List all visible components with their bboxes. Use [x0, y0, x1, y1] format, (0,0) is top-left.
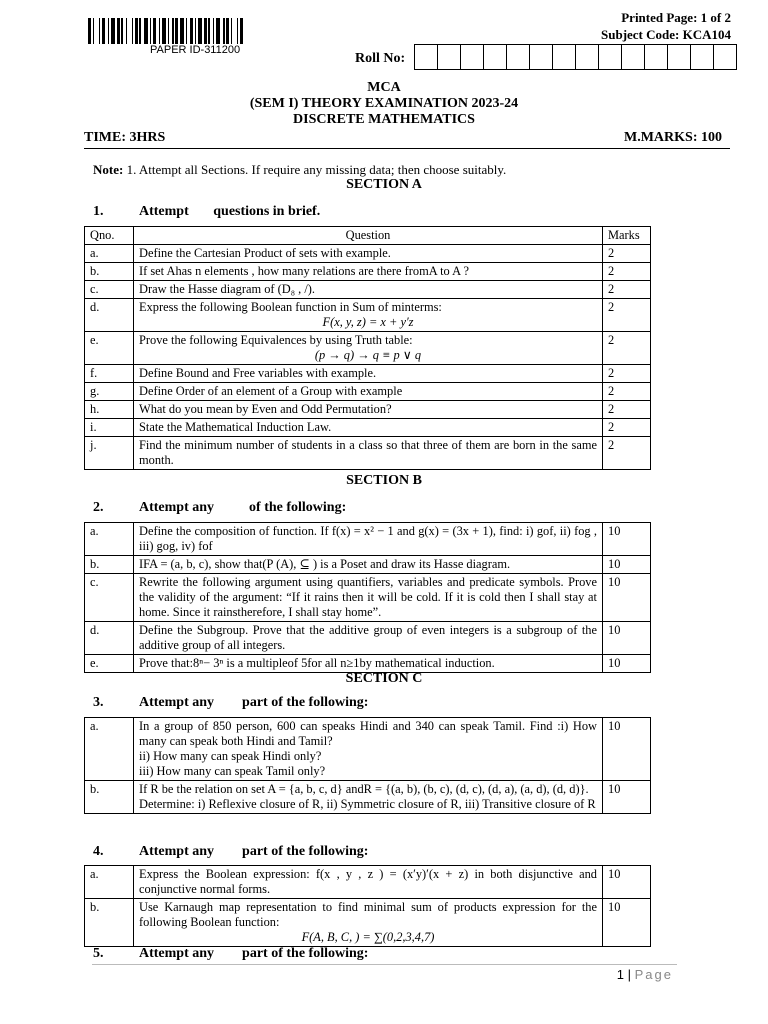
q3-instruction: Attempt any part of the following: — [139, 695, 369, 710]
table-row — [85, 781, 651, 814]
col-marks: Marks — [603, 227, 651, 245]
question-line: Determine: i) Reflexive closure of R, ii) Symmetric closure of R, iii) Transitive closure of R — [139, 797, 596, 811]
table-row — [85, 401, 651, 419]
barcode — [88, 18, 320, 44]
question-line: iii) How many can speak Tamil only? — [139, 764, 326, 778]
table-row — [85, 245, 651, 263]
question-line: Define the Cartesian Product of sets with example. — [139, 246, 391, 260]
question-marks: 2 — [603, 332, 651, 365]
table-row — [85, 263, 651, 281]
question-marks: 2 — [603, 419, 651, 437]
question-number: d. — [85, 299, 134, 332]
question-number: b. — [85, 899, 134, 947]
question-text — [134, 299, 603, 332]
table-row — [85, 365, 651, 383]
question-line: Define Order of an element of a Group with example — [139, 384, 403, 398]
question-formula: F(A, B, C, ) = ∑(0,2,3,4,7) — [301, 930, 435, 944]
question-line: Rewrite the following argument using quantifiers, variables and predicate symbols. Prove the validity of the argument: “If it rains then it will be cold. If it is cold then I shall stay at home. Since it rainstherefore, I shall stay home”. — [139, 575, 597, 619]
table-row — [85, 437, 651, 470]
question-line: Define Bound and Free variables with example. — [139, 366, 377, 380]
question-marks: 2 — [603, 245, 651, 263]
question-text — [134, 781, 603, 814]
section-b-table — [84, 522, 651, 673]
question-line: In a group of 850 person, 600 can speaks Hindi and 340 can speak Tamil. Find :i) How many can speak both Hindi and Tamil? — [139, 719, 597, 748]
page-number: 1 — [616, 967, 624, 982]
question-marks: 2 — [603, 437, 651, 470]
question-marks: 2 — [603, 401, 651, 419]
question-number: h. — [85, 401, 134, 419]
question-marks: 10 — [603, 523, 651, 556]
question-number: a. — [85, 245, 134, 263]
question-marks: 10 — [603, 718, 651, 781]
table-row — [85, 383, 651, 401]
question-text — [134, 419, 603, 437]
q5-number: 5. — [93, 946, 104, 961]
table-row — [85, 299, 651, 332]
question-number: i. — [85, 419, 134, 437]
course-title: MCA — [367, 80, 401, 95]
question-line: Express the Boolean expression: f(x , y , z ) = (x′y)′(x + z) in both disjunctive and conjunctive normal forms. — [139, 867, 597, 896]
subject-title: DISCRETE MATHEMATICS — [293, 112, 475, 127]
question-marks: 2 — [603, 263, 651, 281]
question-marks: 10 — [603, 781, 651, 814]
question-number: g. — [85, 383, 134, 401]
question-text — [134, 383, 603, 401]
question-marks: 2 — [603, 383, 651, 401]
question-formula: (p → q) → q ≡ p ∨ q — [314, 348, 422, 362]
question-text — [134, 332, 603, 365]
section-b-title: SECTION B — [346, 473, 422, 488]
question-line: Find the minimum number of students in a class so that three of them are born in the same month. — [139, 438, 597, 467]
printed-page: Printed Page: 1 of 2 — [621, 10, 731, 25]
page-separator: | — [627, 967, 631, 982]
question-text — [134, 401, 603, 419]
q1-number: 1. — [93, 204, 104, 219]
question-marks: 10 — [603, 574, 651, 622]
table-row — [85, 655, 651, 673]
q4-instruction: Attempt any part of the following: — [139, 844, 369, 859]
question-line: Define the composition of function. If f(x) = x² − 1 and g(x) = (3x + 1), find: i) gof, ii) fog , iii) gog, iv) fof — [139, 524, 597, 553]
section-a-title: SECTION A — [346, 177, 422, 192]
table-row — [85, 622, 651, 655]
question-text — [134, 365, 603, 383]
section-a-table — [84, 226, 651, 470]
page-word: Page — [634, 967, 673, 982]
question-number: e. — [85, 655, 134, 673]
question-text — [134, 866, 603, 899]
table-row — [85, 718, 651, 781]
question-marks: 2 — [603, 299, 651, 332]
question-text — [134, 556, 603, 574]
roll-number-boxes[interactable] — [415, 44, 737, 70]
exam-title: (SEM I) THEORY EXAMINATION 2023-24 — [249, 96, 519, 111]
page-footer — [617, 967, 673, 982]
question-line: Prove that:8ⁿ− 3ⁿ is a multipleof 5for all n≥1by mathematical induction. — [139, 656, 495, 670]
question-line: What do you mean by Even and Odd Permutation? — [139, 402, 392, 416]
table-row — [85, 332, 651, 365]
question-line: ii) How many can speak Hindi only? — [139, 749, 322, 763]
question-number: a. — [85, 866, 134, 899]
table-row — [85, 866, 651, 899]
question-number: c. — [85, 574, 134, 622]
table-row — [85, 556, 651, 574]
question-number: c. — [85, 281, 134, 299]
question-line: If R be the relation on set A = {a, b, c, d} andR = {(a, b), (b, c), (d, c), (d, a), (a, d), (d, d)}. — [139, 782, 589, 796]
question-marks: 10 — [603, 622, 651, 655]
question-number: e. — [85, 332, 134, 365]
question-line: Prove the following Equivalences by using Truth table: — [139, 333, 413, 347]
table-row — [85, 281, 651, 299]
paper-id: PAPER ID-311200 — [150, 44, 241, 56]
q2-number: 2. — [93, 500, 104, 515]
question-text — [134, 655, 603, 673]
question-line: Draw the Hasse diagram of (D₈ , /). — [139, 282, 316, 296]
section-c-q3-table — [84, 717, 651, 814]
question-number: b. — [85, 781, 134, 814]
question-number: f. — [85, 365, 134, 383]
question-number: a. — [85, 523, 134, 556]
question-text — [134, 245, 603, 263]
table-row — [85, 419, 651, 437]
table-row — [85, 899, 651, 947]
table-row — [85, 523, 651, 556]
table-header-row — [85, 227, 651, 245]
question-text — [134, 718, 603, 781]
max-marks: M.MARKS: 100 — [624, 130, 722, 145]
note-label: Note: — [93, 162, 124, 177]
question-text — [134, 281, 603, 299]
q3-number: 3. — [93, 695, 104, 710]
question-text — [134, 622, 603, 655]
section-c-title: SECTION C — [345, 671, 423, 686]
question-text — [134, 899, 603, 947]
question-text — [134, 263, 603, 281]
question-line: State the Mathematical Induction Law. — [139, 420, 332, 434]
question-text — [134, 437, 603, 470]
subject-code: Subject Code: KCA104 — [601, 27, 731, 42]
q5-instruction: Attempt any part of the following: — [139, 946, 369, 961]
question-marks: 10 — [603, 655, 651, 673]
question-formula: F(x, y, z) = x + y′z — [322, 315, 414, 329]
q1-instruction: Attempt questions in brief. — [139, 204, 321, 219]
question-number: a. — [85, 718, 134, 781]
question-number: b. — [85, 556, 134, 574]
question-marks: 10 — [603, 866, 651, 899]
question-line: Define the Subgroup. Prove that the additive group of even integers is a subgroup of the additive group of all integers. — [139, 623, 597, 652]
footer-divider — [92, 964, 677, 965]
q2-instruction: Attempt any of the following: — [139, 500, 347, 515]
question-number: b. — [85, 263, 134, 281]
col-question: Question — [134, 227, 603, 245]
question-text — [134, 523, 603, 556]
question-line: Express the following Boolean function in Sum of minterms: — [139, 300, 442, 314]
roll-number-label: Roll No: — [355, 51, 406, 66]
header-divider — [84, 148, 730, 149]
question-number: j. — [85, 437, 134, 470]
question-text — [134, 574, 603, 622]
question-marks: 10 — [603, 556, 651, 574]
exam-time: TIME: 3HRS — [84, 130, 166, 145]
question-number: d. — [85, 622, 134, 655]
section-c-q4-table — [84, 865, 651, 947]
question-marks: 2 — [603, 365, 651, 383]
printed-page-info — [601, 9, 731, 43]
col-qno: Qno. — [85, 227, 134, 245]
question-line: Use Karnaugh map representation to find minimal sum of products expression for the following Boolean function: — [139, 900, 597, 929]
note — [93, 162, 506, 178]
question-marks: 10 — [603, 899, 651, 947]
table-row — [85, 574, 651, 622]
question-marks: 2 — [603, 281, 651, 299]
note-text: 1. Attempt all Sections. If require any missing data; then choose suitably. — [126, 162, 507, 177]
question-line: IFA = (a, b, c), show that(P (A), ⊆ ) is a Poset and draw its Hasse diagram. — [139, 557, 511, 571]
q4-number: 4. — [93, 844, 104, 859]
question-line: If set Ahas n elements , how many relations are there fromA to A ? — [139, 264, 469, 278]
